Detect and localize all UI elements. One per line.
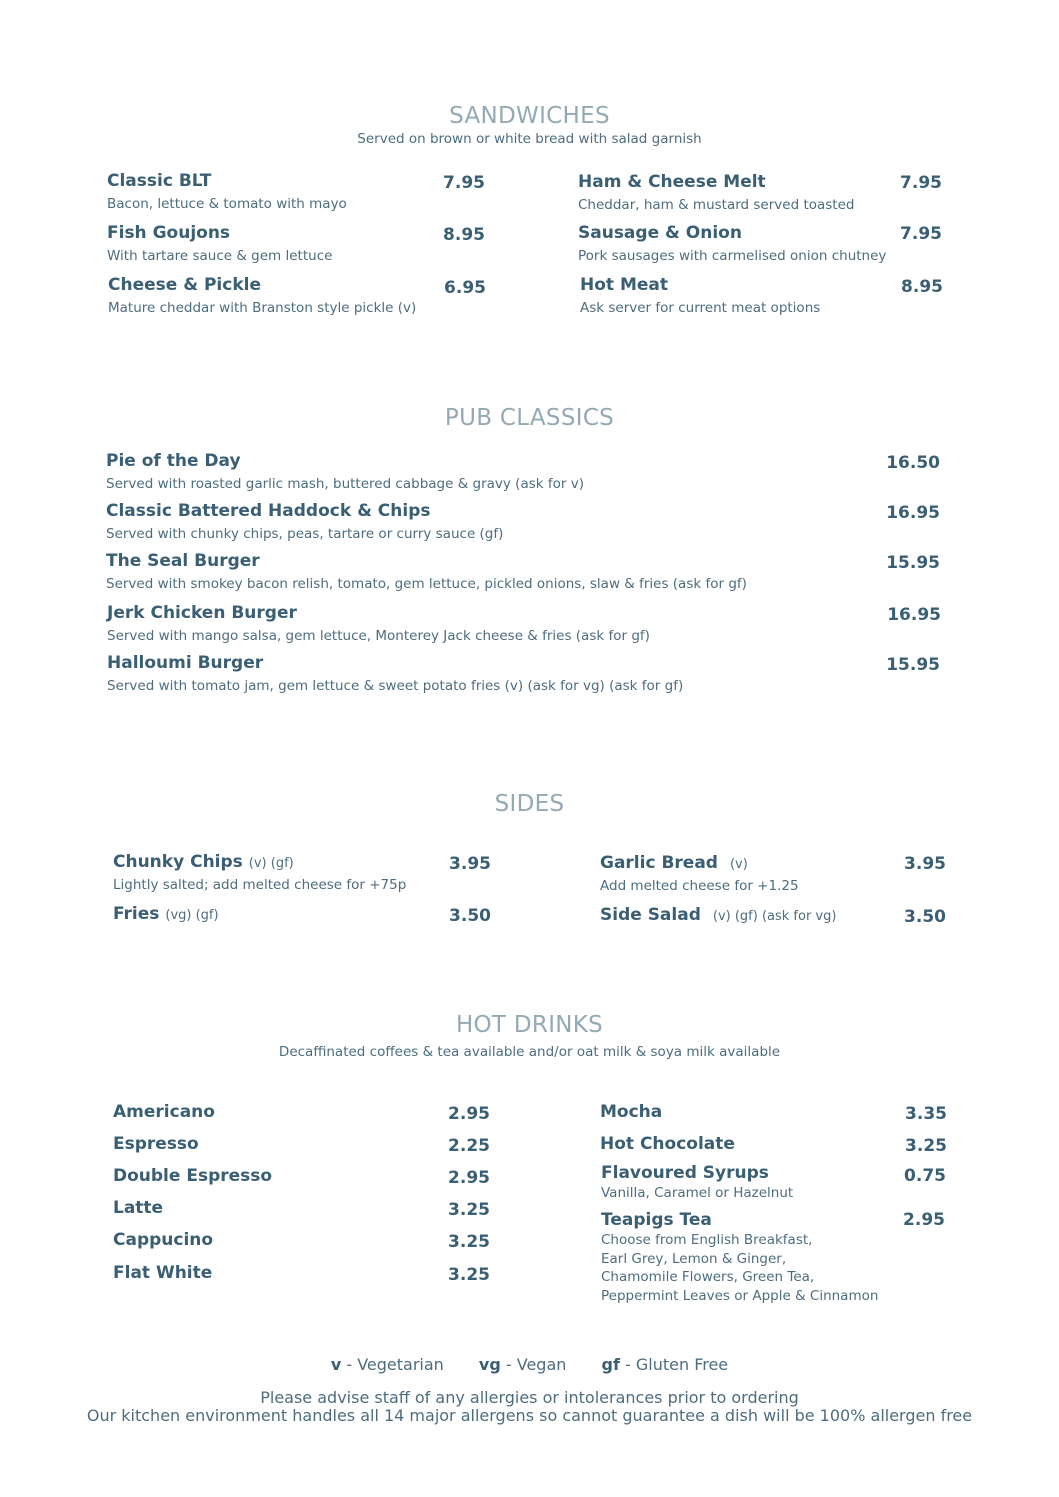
item-price: 3.25 [905,1136,947,1156]
allergen-disclaimer: Our kitchen environment handles all 14 major allergens so cannot guarantee a dish will be 100% allergen free [86,1406,973,1425]
item-price: 6.95 [444,278,486,298]
item-price: 2.95 [448,1104,490,1124]
item-price: 8.95 [901,277,943,297]
menu-item [113,1198,163,1218]
legend-vegetarian: v - Vegetarian [330,1355,444,1374]
item-description: Bacon, lettuce & tomato with mayo [107,196,347,212]
item-description: Mature cheddar with Branston style pickle (v) [108,300,417,316]
section-title-hot-drinks: HOT DRINKS [455,1012,604,1038]
desc-line: Earl Grey, Lemon & Ginger, [601,1250,787,1267]
item-price: 16.95 [886,503,940,523]
menu-item [106,551,747,594]
menu-item [600,853,799,896]
item-name: The Seal Burger [106,551,260,571]
item-name-row [113,852,406,872]
item-name: Espresso [113,1134,199,1154]
item-price: 3.95 [449,854,491,874]
allergy-notice: Please advise staff of any allergies or intolerances prior to ordering [260,1388,799,1407]
item-name: Latte [113,1198,164,1218]
dietary-tags: (v) (gf) (ask for vg) [712,909,837,924]
item-name: Classic BLT [107,171,212,191]
menu-item [108,275,416,318]
item-price: 3.50 [449,906,491,926]
item-name-row [113,904,219,924]
menu-item [580,275,820,318]
menu-item [113,1102,215,1122]
desc-line: Chamomile Flowers, Green Tea, [601,1269,815,1285]
item-name: Ham & Cheese Melt [578,172,766,192]
item-price: 3.95 [904,854,946,874]
dietary-tags: (v) [729,857,748,872]
item-description: Served with mango salsa, gem lettuce, Monterey Jack cheese & fries (ask for gf) [107,628,650,644]
item-price: 16.95 [887,605,941,625]
item-description: Served with smokey bacon relish, tomato, gem lettuce, pickled onions, slaw & fries (ask for gf) [106,576,747,592]
menu-item [601,1163,793,1203]
item-name: Double Espresso [113,1166,273,1186]
menu-item [600,905,836,925]
section-title-pub-classics: PUB CLASSICS [444,405,615,431]
item-price: 2.95 [903,1210,945,1230]
item-price: 16.50 [886,453,940,473]
item-description: Served with chunky chips, peas, tartare or curry sauce (gf) [106,526,504,542]
item-price: 7.95 [900,173,942,193]
item-price: 2.25 [448,1136,490,1156]
item-name: Pie of the Day [106,451,241,471]
menu-item [601,1210,878,1305]
menu-item [113,1263,212,1283]
menu-item [113,904,219,924]
dietary-tags: (vg) (gf) [165,908,219,923]
item-name: Cappucino [113,1230,214,1250]
item-description: Served with roasted garlic mash, buttered cabbage & gravy (ask for v) [106,476,584,492]
item-description: Vanilla, Caramel or Hazelnut [601,1185,794,1201]
item-description: Lightly salted; add melted cheese for +75p [113,877,407,893]
menu-item [106,451,584,494]
item-price: 3.50 [904,907,946,927]
menu-item [107,171,347,214]
item-name-row [600,853,799,873]
item-name: Side Salad [600,905,701,925]
item-name: Cheese & Pickle [108,275,261,295]
item-name-row [600,905,836,925]
menu-item [578,223,886,266]
item-price: 3.25 [448,1232,490,1252]
dietary-tags: (v) (gf) [248,856,294,871]
item-description: Pork sausages with carmelised onion chutney [578,248,887,264]
menu-item [113,852,406,895]
menu-item [113,1166,272,1186]
desc-line: Choose from English Breakfast, [601,1232,813,1248]
section-title-sandwiches: SANDWICHES [449,103,610,129]
section-title-sides: SIDES [494,791,565,817]
item-price: 7.95 [443,173,485,193]
item-price: 7.95 [900,224,942,244]
legend-vegan: vg - Vegan [478,1355,567,1374]
item-name: Halloumi Burger [107,653,264,673]
item-price: 0.75 [904,1166,946,1186]
item-name: Hot Meat [580,275,668,295]
dietary-legend [0,1355,1059,1374]
item-name: Flavoured Syrups [601,1163,769,1183]
item-price: 3.25 [448,1200,490,1220]
item-name: Flat White [113,1263,213,1283]
menu-item [106,501,503,544]
item-description: Served with tomato jam, gem lettuce & sweet potato fries (v) (ask for vg) (ask for gf) [107,678,684,694]
item-name: Sausage & Onion [578,223,742,243]
legend-gluten-free: gf - Gluten Free [601,1355,729,1374]
item-name: Chunky Chips [113,852,243,872]
item-description: Ask server for current meat options [580,300,821,316]
menu-item [107,653,683,696]
menu-item [600,1102,662,1122]
menu-item [600,1134,735,1154]
item-description: Add melted cheese for +1.25 [600,878,799,894]
menu-item [107,223,332,266]
section-subtitle-sandwiches: Served on brown or white bread with salad garnish [357,131,702,147]
item-name: Hot Chocolate [600,1134,735,1154]
item-price: 15.95 [886,553,940,573]
item-price: 15.95 [886,655,940,675]
item-name: Garlic Bread [600,853,718,873]
section-subtitle-hot-drinks: Decaffinated coffees & tea available and/or oat milk & soya milk available [278,1044,781,1060]
item-description [601,1231,878,1305]
desc-line: Peppermint Leaves or Apple & Cinnamon [601,1287,879,1304]
menu-item [113,1230,213,1250]
menu-item [578,172,854,215]
item-name: Americano [113,1102,215,1122]
menu-item [107,603,650,646]
item-name: Classic Battered Haddock & Chips [106,501,431,521]
menu-item [113,1134,199,1154]
item-name: Jerk Chicken Burger [107,603,297,623]
item-name: Teapigs Tea [601,1210,712,1230]
item-price: 3.35 [905,1104,947,1124]
item-name: Mocha [600,1102,663,1122]
item-price: 8.95 [443,225,485,245]
item-description: With tartare sauce & gem lettuce [107,248,333,264]
item-name: Fish Goujons [107,223,231,243]
item-price: 3.25 [448,1265,490,1285]
item-description: Cheddar, ham & mustard served toasted [578,197,855,213]
item-name: Fries [113,904,160,924]
item-price: 2.95 [448,1168,490,1188]
